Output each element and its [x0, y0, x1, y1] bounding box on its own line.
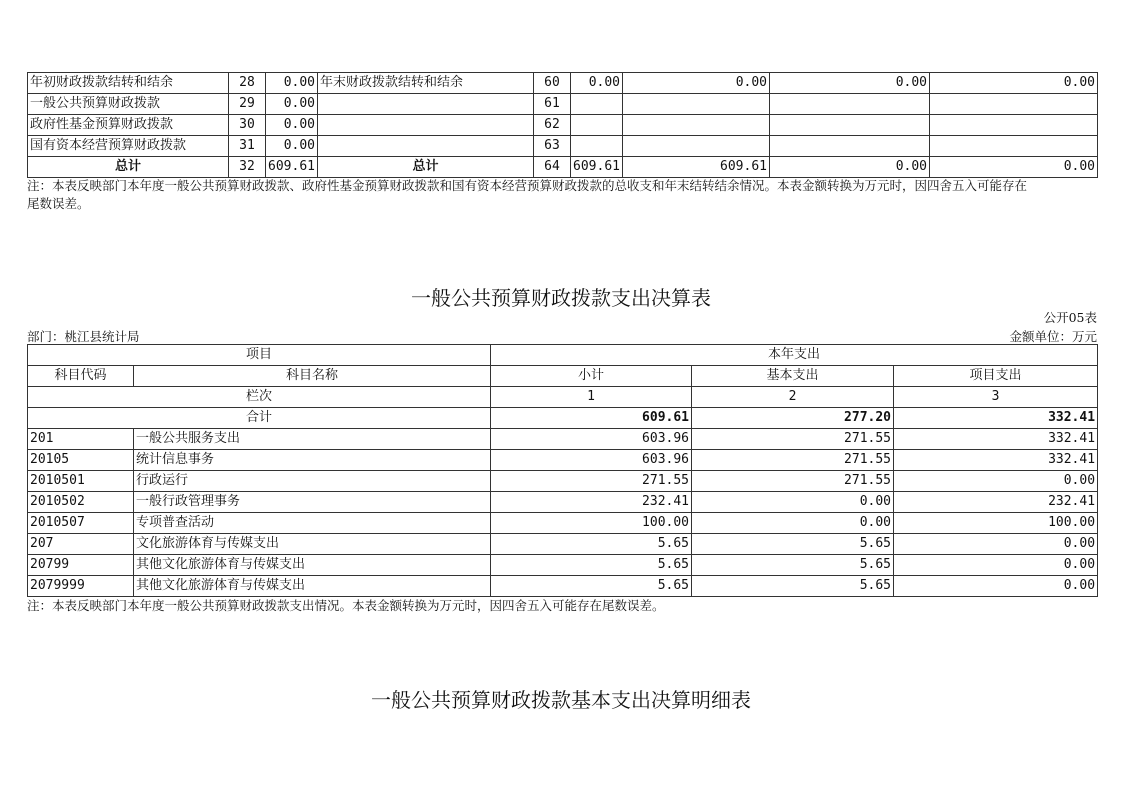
table-row — [28, 534, 1098, 555]
total-left-label: 总计 — [28, 157, 229, 178]
total-left-value: 609.61 — [266, 157, 318, 178]
subject-code: 2010501 — [28, 471, 134, 492]
fiscal-summary-table — [27, 72, 1098, 178]
left-line-no: 28 — [229, 73, 266, 94]
subject-code: 207 — [28, 534, 134, 555]
total-value-3: 0.00 — [770, 157, 930, 178]
table-row — [28, 94, 1098, 115]
project-value: 0.00 — [894, 471, 1098, 492]
subject-code: 2010507 — [28, 513, 134, 534]
right-value-3 — [770, 136, 930, 157]
right-value-3: 0.00 — [770, 73, 930, 94]
right-value-1 — [571, 115, 623, 136]
subtotal-value: 5.65 — [491, 576, 692, 597]
table1-note: 注：本表反映部门本年度一般公共预算财政拨款、政府性基金预算财政拨款和国有资本经营预算财政拨款的总收支和年末结转结余情况。本表金额转换为万元时，因四舍五入可能存在 尾数误差。 — [27, 178, 1028, 211]
right-value-4 — [930, 94, 1098, 115]
right-label: 年末财政拨款结转和结余 — [318, 73, 534, 94]
header-column-no: 栏次 — [28, 387, 491, 408]
left-line-no: 29 — [229, 94, 266, 115]
subject-name: 其他文化旅游体育与传媒支出 — [134, 576, 491, 597]
total-label: 合计 — [28, 408, 491, 429]
right-value-1 — [571, 94, 623, 115]
right-value-2 — [623, 94, 770, 115]
basic-value: 5.65 — [692, 534, 894, 555]
project-value: 100.00 — [894, 513, 1098, 534]
total-project: 332.41 — [894, 408, 1098, 429]
table2-title: 一般公共预算财政拨款支出决算表 — [411, 286, 711, 310]
header-row-3 — [28, 387, 1098, 408]
table-row — [28, 555, 1098, 576]
basic-value: 5.65 — [692, 555, 894, 576]
basic-value: 271.55 — [692, 429, 894, 450]
right-line-no: 62 — [534, 115, 571, 136]
subject-name: 专项普查活动 — [134, 513, 491, 534]
header-row-2 — [28, 366, 1098, 387]
total-basic: 277.20 — [692, 408, 894, 429]
left-line-no: 31 — [229, 136, 266, 157]
right-value-1: 0.00 — [571, 73, 623, 94]
header-item: 项目 — [28, 345, 491, 366]
subtotal-value: 232.41 — [491, 492, 692, 513]
project-value: 0.00 — [894, 576, 1098, 597]
header-col1: 1 — [491, 387, 692, 408]
header-subtotal: 小计 — [491, 366, 692, 387]
right-value-4 — [930, 115, 1098, 136]
subject-name: 文化旅游体育与传媒支出 — [134, 534, 491, 555]
right-line-no: 60 — [534, 73, 571, 94]
right-value-2 — [623, 136, 770, 157]
header-row-1 — [28, 345, 1098, 366]
project-value: 332.41 — [894, 429, 1098, 450]
table-row — [28, 429, 1098, 450]
table-row — [28, 450, 1098, 471]
basic-value: 0.00 — [692, 492, 894, 513]
right-label — [318, 115, 534, 136]
department-label: 部门：桃江县统计局 — [27, 329, 140, 344]
basic-value: 271.55 — [692, 471, 894, 492]
project-value: 0.00 — [894, 534, 1098, 555]
header-col3: 3 — [894, 387, 1098, 408]
total-value-4: 0.00 — [930, 157, 1098, 178]
subject-name: 其他文化旅游体育与传媒支出 — [134, 555, 491, 576]
right-value-4: 0.00 — [930, 73, 1098, 94]
left-label: 政府性基金预算财政拨款 — [28, 115, 229, 136]
left-value: 0.00 — [266, 73, 318, 94]
table-row — [28, 136, 1098, 157]
right-line-no: 63 — [534, 136, 571, 157]
right-label — [318, 136, 534, 157]
total-row — [28, 157, 1098, 178]
left-label: 年初财政拨款结转和结余 — [28, 73, 229, 94]
table-row — [28, 513, 1098, 534]
subtotal-value: 5.65 — [491, 555, 692, 576]
subject-code: 2079999 — [28, 576, 134, 597]
header-subject-code: 科目代码 — [28, 366, 134, 387]
subtotal-value: 603.96 — [491, 450, 692, 471]
table-row — [28, 576, 1098, 597]
subtotal-value: 100.00 — [491, 513, 692, 534]
subject-name: 统计信息事务 — [134, 450, 491, 471]
left-label: 一般公共预算财政拨款 — [28, 94, 229, 115]
header-col2: 2 — [692, 387, 894, 408]
project-value: 332.41 — [894, 450, 1098, 471]
total-row — [28, 408, 1098, 429]
left-value: 0.00 — [266, 136, 318, 157]
right-value-3 — [770, 115, 930, 136]
subtotal-value: 271.55 — [491, 471, 692, 492]
right-label — [318, 94, 534, 115]
table3-title: 一般公共预算财政拨款基本支出决算明细表 — [371, 688, 751, 712]
table2-code: 公开05表 — [1043, 310, 1097, 325]
table-row — [28, 115, 1098, 136]
total-value-2: 609.61 — [623, 157, 770, 178]
total-right-label: 总计 — [318, 157, 534, 178]
header-current-year: 本年支出 — [491, 345, 1098, 366]
expenditure-table — [27, 344, 1098, 597]
project-value: 232.41 — [894, 492, 1098, 513]
left-line-no: 30 — [229, 115, 266, 136]
subtotal-value: 603.96 — [491, 429, 692, 450]
subject-name: 一般行政管理事务 — [134, 492, 491, 513]
project-value: 0.00 — [894, 555, 1098, 576]
subject-code: 201 — [28, 429, 134, 450]
table-row — [28, 73, 1098, 94]
right-line-no: 61 — [534, 94, 571, 115]
subject-name: 行政运行 — [134, 471, 491, 492]
left-value: 0.00 — [266, 115, 318, 136]
table-row — [28, 471, 1098, 492]
total-right-line-no: 64 — [534, 157, 571, 178]
right-value-2: 0.00 — [623, 73, 770, 94]
left-value: 0.00 — [266, 94, 318, 115]
subject-code: 20799 — [28, 555, 134, 576]
subject-code: 20105 — [28, 450, 134, 471]
subject-name: 一般公共服务支出 — [134, 429, 491, 450]
header-subject-name: 科目名称 — [134, 366, 491, 387]
left-label: 国有资本经营预算财政拨款 — [28, 136, 229, 157]
total-left-line-no: 32 — [229, 157, 266, 178]
basic-value: 0.00 — [692, 513, 894, 534]
right-value-4 — [930, 136, 1098, 157]
header-basic: 基本支出 — [692, 366, 894, 387]
table-row — [28, 492, 1098, 513]
total-value-1: 609.61 — [571, 157, 623, 178]
basic-value: 271.55 — [692, 450, 894, 471]
subtotal-value: 5.65 — [491, 534, 692, 555]
header-project: 项目支出 — [894, 366, 1098, 387]
right-value-1 — [571, 136, 623, 157]
table2-note: 注：本表反映部门本年度一般公共预算财政拨款支出情况。本表金额转换为万元时，因四舍五入可能存在尾数误差。 — [27, 598, 665, 613]
unit-label: 金额单位：万元 — [1009, 329, 1097, 344]
basic-value: 5.65 — [692, 576, 894, 597]
total-subtotal: 609.61 — [491, 408, 692, 429]
subject-code: 2010502 — [28, 492, 134, 513]
right-value-2 — [623, 115, 770, 136]
right-value-3 — [770, 94, 930, 115]
